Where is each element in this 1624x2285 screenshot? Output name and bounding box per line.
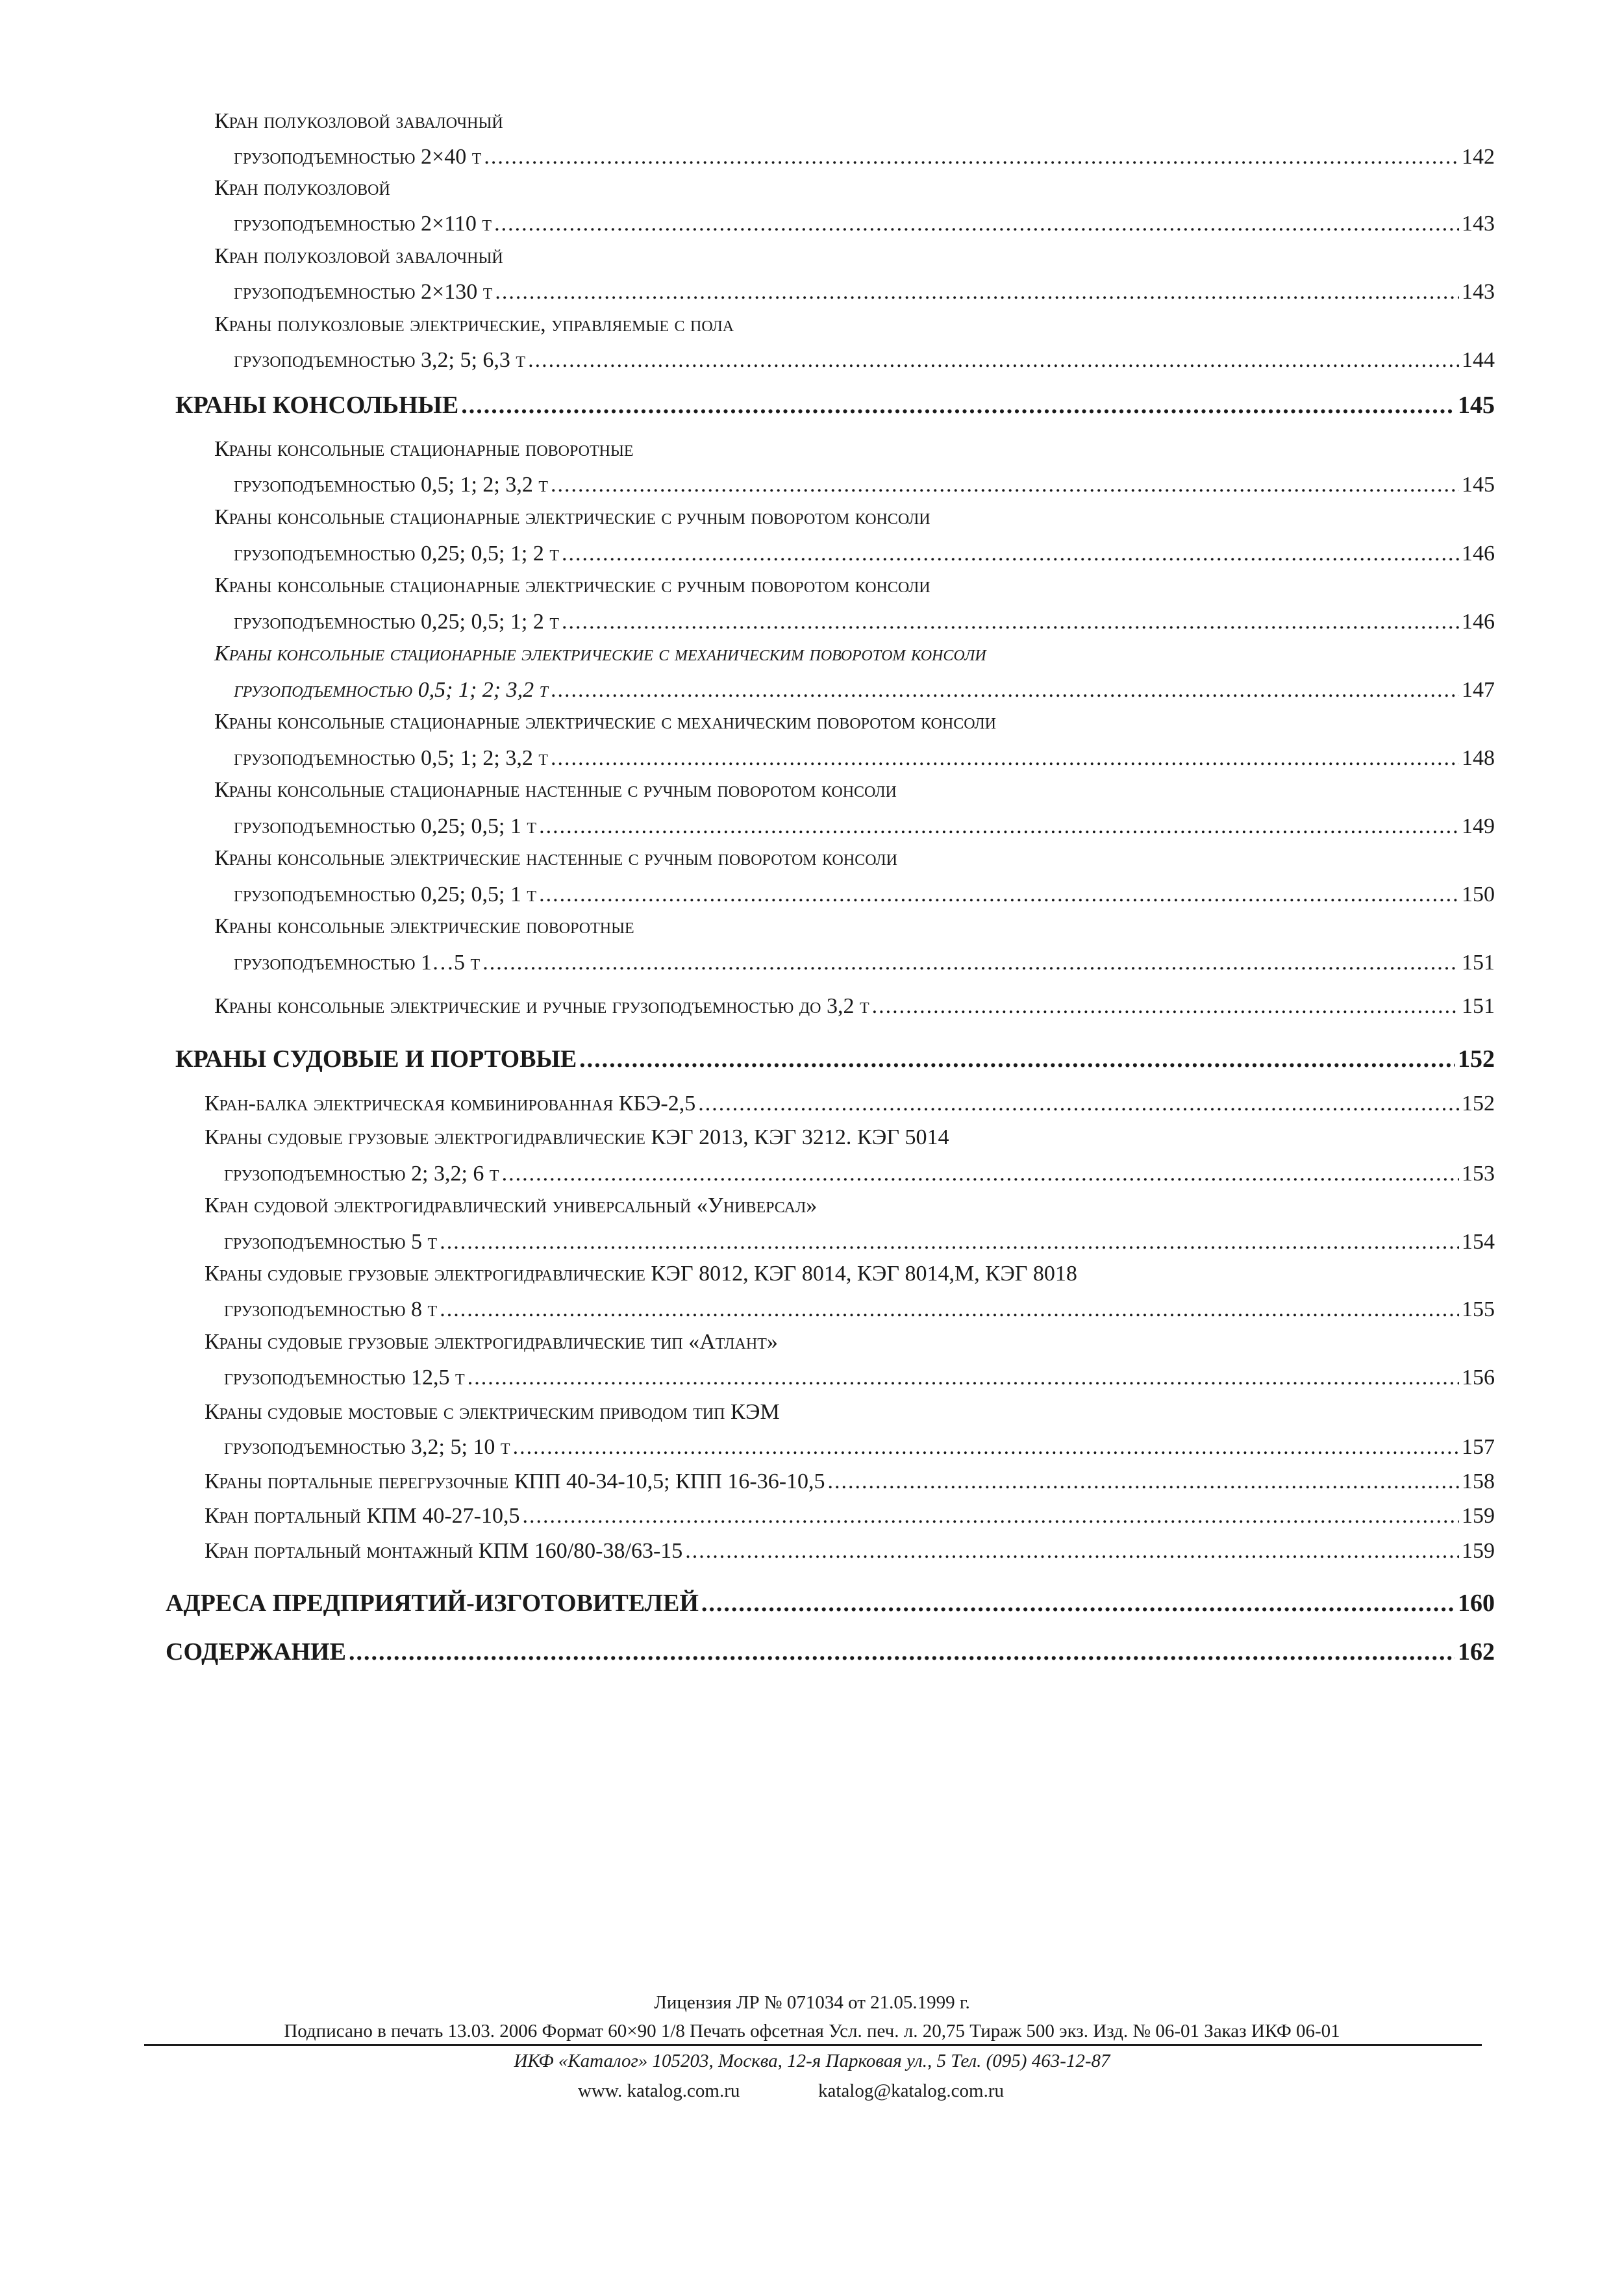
dot-leader — [440, 1231, 1459, 1253]
entry-line[interactable] — [234, 213, 1495, 235]
dot-leader — [698, 1093, 1459, 1115]
entry-line[interactable] — [224, 1299, 1495, 1321]
entry-title: Кран полукозловой — [214, 176, 390, 200]
entry-line[interactable] — [205, 1093, 1495, 1115]
entry-line[interactable] — [234, 679, 1495, 701]
page-number: 143 — [1462, 280, 1495, 304]
page-number: 151 — [1462, 994, 1495, 1018]
page-number: 149 — [1462, 814, 1495, 838]
entry-line[interactable] — [234, 611, 1495, 633]
page-number: 146 — [1462, 610, 1495, 634]
dot-leader — [513, 1436, 1459, 1458]
entry-line[interactable] — [234, 146, 1495, 168]
entry-text: Кран портальный КПМ 40-27-10,5 — [205, 1504, 520, 1528]
entry-line[interactable] — [224, 1231, 1495, 1253]
print-info-line: Подписано в печать 13.03. 2006 Формат 60×90 1/8 Печать офсетная Усл. печ. л. 20,75 Тираж 500 экз. Изд. № 06-01 Заказ ИКФ 06-01 — [284, 2021, 1340, 2042]
entry-title: Кран полукозловой завалочный — [214, 109, 503, 133]
page-number: 151 — [1462, 951, 1495, 975]
entry-text: грузоподъемностью 2×130 т — [234, 280, 493, 304]
entry-text: грузоподъемностью 2; 3,2; 6 т — [224, 1162, 499, 1186]
dot-leader — [468, 1367, 1459, 1389]
entry-text: Краны консольные электрические и ручные грузоподъемностью до 3,2 т — [214, 994, 869, 1018]
section-title: СОДЕРЖАНИЕ — [166, 1638, 346, 1666]
section-title: КРАНЫ СУДОВЫЕ И ПОРТОВЫЕ — [175, 1045, 577, 1073]
entry-title: Краны судовые грузовые электрогидравлические КЭГ 2013, КЭГ 3212. КЭГ 5014 — [205, 1125, 949, 1149]
page-number: 143 — [1462, 212, 1495, 236]
toc-section[interactable] — [166, 1640, 1495, 1664]
toc-section[interactable] — [166, 1591, 1495, 1616]
dot-leader — [685, 1540, 1459, 1562]
page-number: 154 — [1462, 1230, 1495, 1254]
entry-text: Краны портальные перегрузочные КПП 40-34-10,5; КПП 16-36-10,5 — [205, 1469, 825, 1493]
entry-text: грузоподъемностью 0,25; 0,5; 1; 2 т — [234, 542, 560, 566]
dot-leader — [349, 1640, 1455, 1664]
toc-section[interactable] — [175, 1047, 1495, 1071]
publisher-line: ИКФ «Каталог» 105203, Москва, 12-я Парковая ул., 5 Тел. (095) 463-12-87 — [514, 2051, 1110, 2071]
entry-text: грузоподъемностью 0,25; 0,5; 1 т — [234, 814, 537, 838]
entry-text: грузоподъемностью 8 т — [224, 1297, 438, 1321]
divider-rule — [144, 2044, 1482, 2046]
dot-leader — [461, 393, 1455, 418]
dot-leader — [502, 1163, 1459, 1185]
page-number: 156 — [1462, 1366, 1495, 1390]
entry-line[interactable] — [234, 816, 1495, 838]
page-number: 162 — [1458, 1638, 1495, 1666]
dot-leader — [701, 1591, 1455, 1616]
dot-leader — [828, 1471, 1459, 1493]
entry-text: грузоподъемностью 1…5 т — [234, 951, 481, 975]
entry-title: Краны консольные стационарные электрические с ручным поворотом консоли — [214, 573, 931, 597]
page-number: 157 — [1462, 1435, 1495, 1459]
entry-text: грузоподъемностью 0,5; 1; 2; 3,2 т — [234, 678, 548, 702]
entry-text: Кран портальный монтажный КПМ 160/80-38/63-15 — [205, 1539, 683, 1563]
entry-title: Краны консольные стационарные электрические с механическим поворотом консоли — [214, 642, 986, 666]
entry-text: грузоподъемностью 12,5 т — [224, 1366, 465, 1390]
dot-leader — [551, 747, 1459, 769]
dot-leader — [562, 543, 1459, 565]
entry-line[interactable] — [234, 474, 1495, 496]
entry-text: грузоподъемностью 0,25; 0,5; 1 т — [234, 882, 537, 906]
entry-line[interactable] — [224, 1163, 1495, 1185]
entry-line[interactable] — [205, 1540, 1495, 1562]
page-number: 146 — [1462, 542, 1495, 566]
license-line: Лицензия ЛР № 071034 от 21.05.1999 г. — [654, 1992, 970, 2013]
entry-text: грузоподъемностью 3,2; 5; 6,3 т — [234, 348, 526, 372]
page-number: 158 — [1462, 1469, 1495, 1493]
entry-line[interactable] — [224, 1367, 1495, 1389]
dot-leader — [495, 281, 1459, 303]
toc-section[interactable] — [175, 393, 1495, 418]
entry-title: Краны судовые грузовые электрогидравлические КЭГ 8012, КЭГ 8014, КЭГ 8014,М, КЭГ 8018 — [205, 1262, 1077, 1286]
entry-title: Краны консольные стационарные электрические с ручным поворотом консоли — [214, 505, 931, 529]
dot-leader — [562, 611, 1459, 633]
entry-line[interactable] — [205, 1471, 1495, 1493]
entry-title: Краны консольные стационарные настенные с ручным поворотом консоли — [214, 778, 897, 802]
dot-leader — [579, 1047, 1455, 1071]
dot-leader — [522, 1505, 1459, 1527]
page-number: 152 — [1458, 1045, 1495, 1073]
entry-text: грузоподъемностью 0,5; 1; 2; 3,2 т — [234, 473, 549, 497]
email-link[interactable]: katalog@katalog.com.ru — [818, 2080, 1005, 2101]
entry-title: Краны судовые грузовые электрогидравлические тип «Атлант» — [205, 1330, 778, 1354]
entry-line[interactable] — [234, 747, 1495, 769]
dot-leader — [528, 349, 1459, 371]
dot-leader — [539, 816, 1459, 838]
dot-leader — [440, 1299, 1459, 1321]
page-number: 145 — [1458, 392, 1495, 419]
section-title: КРАНЫ КОНСОЛЬНЫЕ — [175, 392, 459, 419]
website-link[interactable]: www. katalog.com.ru — [578, 2080, 740, 2101]
page-number: 150 — [1462, 882, 1495, 906]
entry-text: Кран-балка электрическая комбинированная КБЭ-2,5 — [205, 1092, 696, 1116]
entry-line[interactable] — [234, 349, 1495, 371]
entry-title: Кран судовой электрогидравлический универсальный «Универсал» — [205, 1193, 818, 1217]
page-number: 147 — [1462, 678, 1495, 702]
page-number: 152 — [1462, 1092, 1495, 1116]
entry-line[interactable] — [234, 952, 1495, 974]
entry-title: Кран полукозловой завалочный — [214, 244, 503, 268]
page-number: 142 — [1462, 145, 1495, 169]
page-number: 155 — [1462, 1297, 1495, 1321]
page-number: 153 — [1462, 1162, 1495, 1186]
page-number: 148 — [1462, 746, 1495, 770]
page-number: 159 — [1462, 1539, 1495, 1563]
entry-line[interactable] — [234, 281, 1495, 303]
dot-leader — [482, 952, 1459, 974]
dot-leader — [494, 213, 1459, 235]
page-number: 145 — [1462, 473, 1495, 497]
entry-line[interactable] — [214, 995, 1495, 1018]
entry-title: Краны консольные стационарные поворотные — [214, 437, 634, 461]
entry-title: Краны судовые мостовые с электрическим приводом тип КЭМ — [205, 1400, 780, 1424]
entry-text: грузоподъемностью 2×110 т — [234, 212, 492, 236]
entry-line[interactable] — [224, 1436, 1495, 1458]
page-number: 160 — [1458, 1590, 1495, 1617]
entry-text: грузоподъемностью 5 т — [224, 1230, 438, 1254]
entry-text: грузоподъемностью 2×40 т — [234, 145, 482, 169]
entry-title: Краны консольные стационарные электрические с механическим поворотом консоли — [214, 710, 996, 734]
entry-title: Краны полукозловые электрические, управляемые с пола — [214, 312, 734, 336]
dot-leader — [551, 474, 1459, 496]
entry-text: грузоподъемностью 3,2; 5; 10 т — [224, 1435, 510, 1459]
dot-leader — [551, 679, 1459, 701]
page-number: 159 — [1462, 1504, 1495, 1528]
section-title: АДРЕСА ПРЕДПРИЯТИЙ-ИЗГОТОВИТЕЛЕЙ — [166, 1590, 699, 1617]
entry-line[interactable] — [205, 1505, 1495, 1527]
entry-line[interactable] — [234, 543, 1495, 565]
dot-leader — [484, 146, 1459, 168]
entry-line[interactable] — [234, 884, 1495, 906]
page-number: 144 — [1462, 348, 1495, 372]
entry-title: Краны консольные электрические настенные с ручным поворотом консоли — [214, 846, 897, 870]
dot-leader — [872, 995, 1459, 1018]
dot-leader — [539, 884, 1459, 906]
entry-title: Краны консольные электрические поворотные — [214, 914, 634, 938]
entry-text: грузоподъемностью 0,25; 0,5; 1; 2 т — [234, 610, 560, 634]
entry-text: грузоподъемностью 0,5; 1; 2; 3,2 т — [234, 746, 549, 770]
